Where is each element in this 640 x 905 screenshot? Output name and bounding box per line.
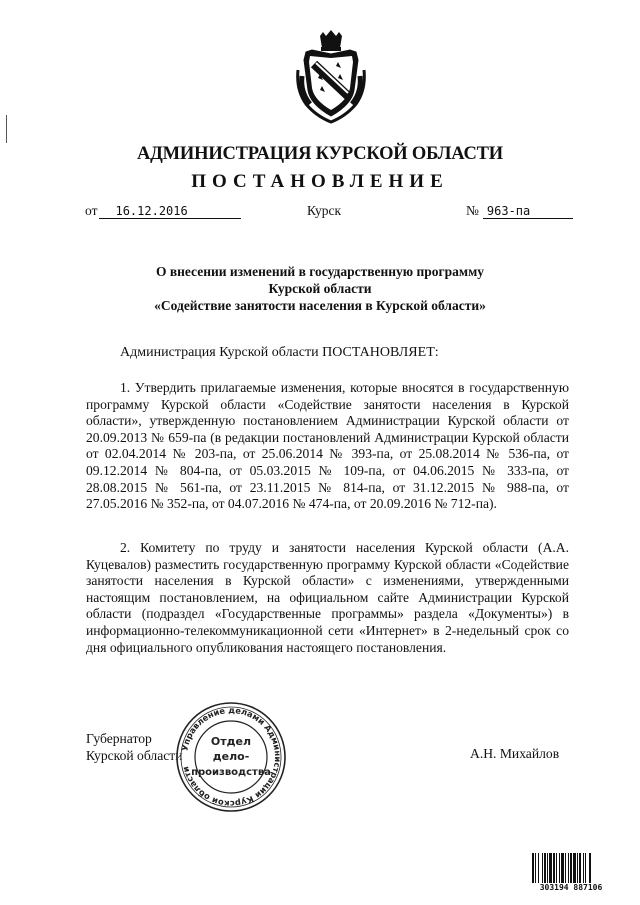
barcode-bar (568, 853, 569, 885)
organization-title: АДМИНИСТРАЦИЯ КУРСКОЙ ОБЛАСТИ (136, 144, 504, 164)
barcode-bar (570, 853, 572, 885)
barcode-bar (583, 853, 584, 885)
city-label: Курск (307, 203, 342, 218)
paragraph-1: 1. Утвердить прилагаемые изменения, которые вносятся в государственную программу Курской области «Содействие занятости населения в Курской области», утвержденную постановлением Администрации Курской области от 20.09.2013 № 659-па (в редакции постановлений Администрации Курской области от 02.04.2014 № 203-па, от 25.06.2014 № 393-па, от 25.08.2014 № 536-па, от 09.12.2014 № 804-па, от 05.03.2015 № 109-па, от 04.06.2015 № 333-па, от 28.08.2015 № 561-па, от 23.11.2015 № 814-па, от 31.12.2015 № 988-па, от 27.05.2016 № 352-па, от 04.07.2016 № 474-па, от 20.09.2016 № 712-па). (86, 380, 569, 512)
stamp-center-line-2: дело- (212, 750, 250, 763)
barcode-bar (585, 853, 586, 885)
number-field (466, 203, 573, 219)
barcode-bar (553, 853, 555, 885)
barcode-bar (577, 853, 578, 885)
barcode-bar (559, 853, 560, 885)
barcode-bar (556, 853, 557, 885)
date-label: от (85, 203, 98, 218)
barcode-bar (544, 853, 546, 885)
barcode-bar (579, 853, 581, 885)
signatory-title-line-1: Губернатор (86, 731, 152, 746)
barcode-number: 303194 887106 (531, 883, 611, 892)
coat-of-arms-emblem (296, 30, 366, 124)
signatory-name: А.Н. Михайлов (470, 746, 560, 761)
stamp-center-line-3: производства (191, 767, 271, 778)
barcode-bar (549, 853, 552, 885)
stamp-ring-text: Управление делами Администрации Курской области (179, 704, 284, 810)
paragraph-2: 2. Комитету по труду и занятости населения Курской области (А.А. Куцевалов) разместить государственную программу Курской области «Содействие занятости населения в Курской области» с изменениями, утвержденными настоящим постановлением, на официальном сайте Администрации Курской области (подраздел «Государственные программы» раздела «Документы») в информационно-телекоммуникационной сети «Интернет» в 2-недельный срок со дня официального опубликования настоящего постановления. (86, 540, 569, 655)
office-stamp (174, 700, 288, 814)
number-label: № (466, 203, 479, 218)
barcode-bar (538, 853, 539, 885)
document-date: 16.12.2016 (99, 204, 241, 219)
subject-line-1: О внесении изменений в государственную программу (155, 264, 485, 279)
subject-line-2: Курской области (268, 281, 372, 296)
signatory-title-line-2: Курской области (86, 748, 183, 763)
barcode-bar (561, 853, 564, 885)
date-field (85, 203, 241, 219)
subject-line-3: «Содействие занятости населения в Курской области» (154, 298, 486, 313)
barcode-bar (547, 853, 548, 885)
barcode-bar (532, 853, 534, 885)
barcode-bar (573, 853, 576, 885)
crown-icon (320, 30, 342, 51)
signatory-title (86, 730, 183, 764)
barcode-bar (565, 853, 566, 885)
stamp-center-line-1: Отдел (210, 735, 252, 748)
decree-line: Администрация Курской области ПОСТАНОВЛЯЕТ: (120, 345, 439, 360)
barcode-bar (542, 853, 543, 885)
barcode-bar (535, 853, 536, 885)
scan-margin-mark (6, 115, 7, 143)
barcode-bar (589, 853, 591, 885)
document-type-title: ПОСТАНОВЛЕНИЕ (191, 171, 449, 192)
document-number: 963-па (483, 204, 573, 219)
